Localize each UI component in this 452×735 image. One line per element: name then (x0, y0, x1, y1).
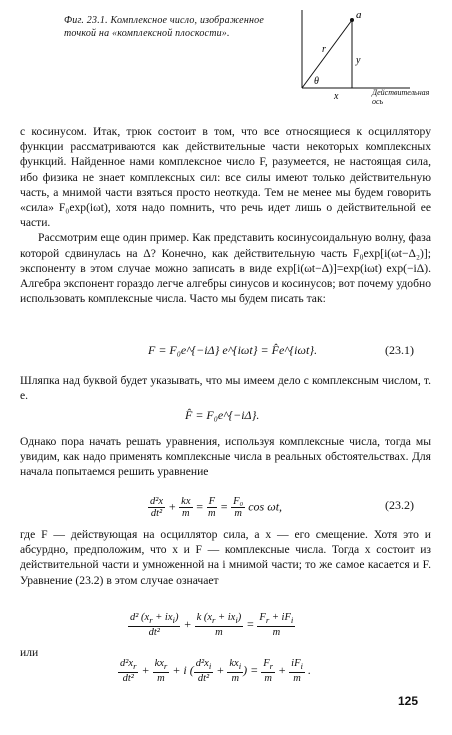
paragraph-4: Однако пора начать решать уравнения, используя комплексные числа, тогда мы увидим, как надо применять комплексные числа в реальных обстоятельствах. Для начала попытаемся решить уравнение (20, 435, 431, 479)
equation-23-1: F = F₀e^{−iΔ} e^{iωt} = F̂e^{iωt}. (148, 343, 318, 357)
point-a-label: a (356, 9, 362, 21)
equation-23-2-rhs: cos ωt, (248, 499, 283, 514)
equation-hat: F̂ = F₀e^{−iΔ}. (185, 408, 260, 422)
real-axis-label: Действительная ось (372, 88, 430, 106)
paragraph-6: или (20, 646, 39, 659)
equation-complex-expanded: $\frac{d^2 (x_r + ix_i)}{\text{dt²}}$ + $\frac{k (x_r + ix_i)}{m}$ = $\frac{F_r + iF_i}{m}$ (130, 612, 294, 639)
body-text (20, 124, 431, 306)
paragraph-2: Рассмотрим еще один пример. Как представить косинусоидальную волну, фаза которой сдвинулась на Δ? Конечно, как действительную часть F₀exp[i(ωt−Δ₂)]; экспоненту в этом случае можно записать в виде exp[i(ωt−Δ)]=exp(iωt) exp(−iΔ). Алгебра экспонент гораздо легче алгебры синусов и косинусов; вот почему удобно использовать комплексные числа. Часто мы будем писать так: (20, 231, 431, 306)
equation-23-2: $\frac{\text{d²x}}{\text{dt²}}$ + $\frac{kx}{m}$ = $\frac{F}{m}$ = $\frac{\text{F₀}}{m}$ cos ωt, (150, 496, 283, 519)
x-label: x (334, 91, 339, 102)
paragraph-1: с косинусом. Итак, трюк состоит в том, что все относящиеся к осциллятору функции рассматриваются как действительные части некоторых комплексных функций. Найденное нами комплексное число F, разумеется, не настоящая сила, ибо физика не знает комплексных сил: все силы имеют только действительную часть, а мнимой части взяться просто неоткуда. Тем не менее мы будем говорить «сила» F₀exp(iωt), хотя надо помнить, что речь идет лишь о действительной ее части. (20, 125, 431, 230)
equation-complex-split: $\frac{d^2x_r}{\text{dt²}}$ + $\frac{kx_r}{m}$ + i ( $\frac{d^2x_i}{\text{dt²}}$ + $\frac{kx_i}{m}$ ) = $\frac{F_r}{m}$ + $\frac{iF_i}{m}$ . (120, 658, 311, 685)
paragraph-3: Шляпка над буквой будет указывать, что мы имеем дело с комплексным числом, т. е. (20, 374, 431, 403)
equation-23-1-number: (23.1) (385, 343, 414, 357)
theta-label: θ (314, 76, 319, 87)
figure-caption: Фиг. 23.1. Комплексное число, изображенное точкой на «комплексной плоскости». (64, 15, 264, 39)
r-label: r (322, 44, 326, 55)
paragraph-5: где F — действующая на осциллятор сила, а x — его смещение. Хотя это и абсурдно, предположим, что x и F — комплексные числа. Тогда x состоит из действительной части и умноженной на i мнимой части; то же самое касается и F. Уравнение (23.2) в этом случае означает (20, 528, 431, 587)
equation-23-2-number: (23.2) (385, 498, 414, 512)
page-number: 125 (397, 694, 418, 708)
y-label: y (356, 55, 361, 66)
